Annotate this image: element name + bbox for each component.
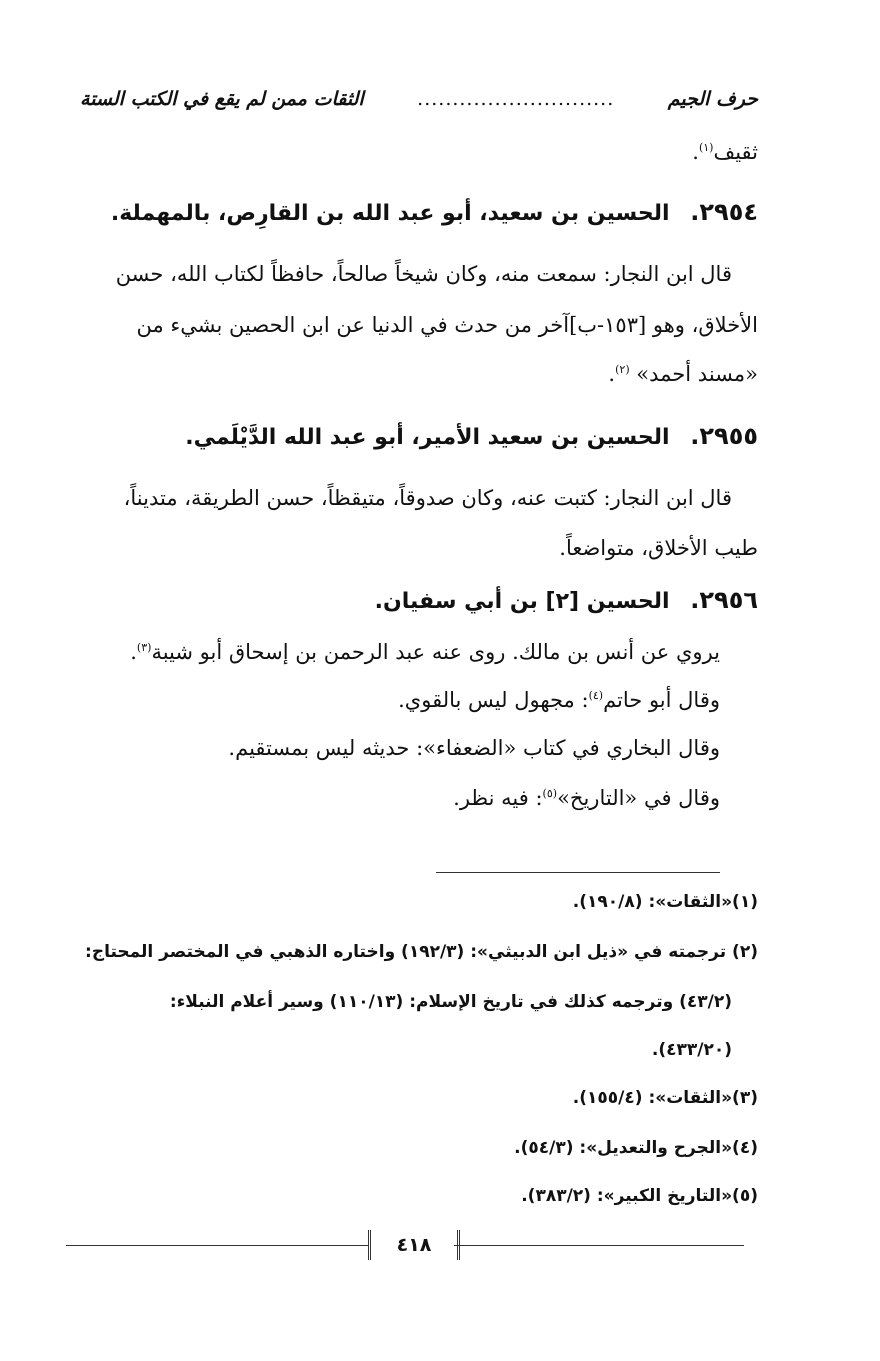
footer-rule-left [66,1245,368,1246]
footnote: (١)«الثقات»: (١٩٠/٨). [572,892,758,912]
footnote-continuation: (٤٣٣/٢٠). [651,1040,732,1060]
text-line: قال ابن النجار: سمعت منه، وكان شيخاً صالحاً، حافظاً لكتاب الله، حسن [115,262,732,286]
text-line: قال ابن النجار: كتبت عنه، وكان صدوقاً، متيقظاً، حسن الطريقة، متديناً، [123,486,732,510]
footnote: (٣)«الثقات»: (١٥٥/٤). [572,1088,758,1108]
footnote-ref: (٢) [615,363,630,376]
text-line [80,688,720,712]
entry-title: الحسين بن سعيد الأمير، أبو عبد الله الدَّيْلَمي. [185,425,670,450]
header-book-title: الثقات ممن لم يقع في الكتب الستة [80,88,364,110]
text-span: : مجهول ليس بالقوي. [398,688,589,712]
page-number: ٤١٨ [368,1230,460,1260]
footnote: (٥)«التاريخ الكبير»: (٣٨٣/٢). [521,1186,758,1206]
text-line [80,786,720,810]
footnote-ref: (١) [698,141,714,154]
text-line: يروي عن أنس بن مالك. روى عنه عبد الرحمن بن إسحاق أبو شيبة$^{(٣)}$. [130,640,720,664]
entry-number: ٢٩٥٦. [690,586,758,614]
text-line: وقال البخاري في كتاب «الضعفاء»: حديثه ليس بمستقيم. [228,736,720,760]
footer-rule-right [454,1245,744,1246]
footnote: (٤)«الجرح والتعديل»: (٥٤/٣). [514,1138,758,1158]
entry-title: الحسين بن سعيد، أبو عبد الله بن القارِص، بالمهملة. [110,201,670,226]
text-span: : فيه نظر. [453,786,543,810]
entry-number: ٢٩٥٥. [690,422,758,450]
text-line: «مسند أحمد» $^{(٢)}$. [608,362,758,386]
header-dots: ............................ [417,88,615,110]
text-line: طيب الأخلاق، متواضعاً. [559,536,758,560]
footnote-ref: (٣) [136,641,152,654]
text-line: الأخلاق، وهو [١٥٣-ب]آخر من حدث في الدنيا عن ابن الحصين بشيء من [136,313,758,337]
text-span: وقال في «التاريخ» [557,786,720,810]
text-span: «مسند أحمد» [636,362,758,386]
footnote-ref: (٥) [542,787,558,800]
header-section-title: حرف الجيم [667,88,758,110]
entry-number: ٢٩٥٤. [690,198,758,226]
footnote-ref: (٤) [588,689,604,702]
intro-line: ثقيف$^{(١)}$. [692,140,758,164]
text-span: يروي عن أنس بن مالك. روى عنه عبد الرحمن بن إسحاق أبو شيبة [151,640,720,664]
entry-heading [80,198,758,226]
entry-heading [80,586,758,614]
running-header [80,84,758,114]
footnote-continuation: (٤٣/٢) وترجمه كذلك في تاريخ الإسلام: (١١٠/١٣) وسير أعلام النبلاء: [169,992,732,1012]
text-span: وقال أبو حاتم [603,688,720,712]
footnote: (٢) ترجمته في «ذيل ابن الدبيثي»: (١٩٢/٣) واختاره الذهبي في المختصر المحتاج: [85,942,758,962]
entry-title: الحسين [٢] بن أبي سفيان. [374,589,670,614]
intro-text: ثقيف [713,140,758,164]
footnote-separator [436,872,720,873]
entry-heading [80,422,758,450]
